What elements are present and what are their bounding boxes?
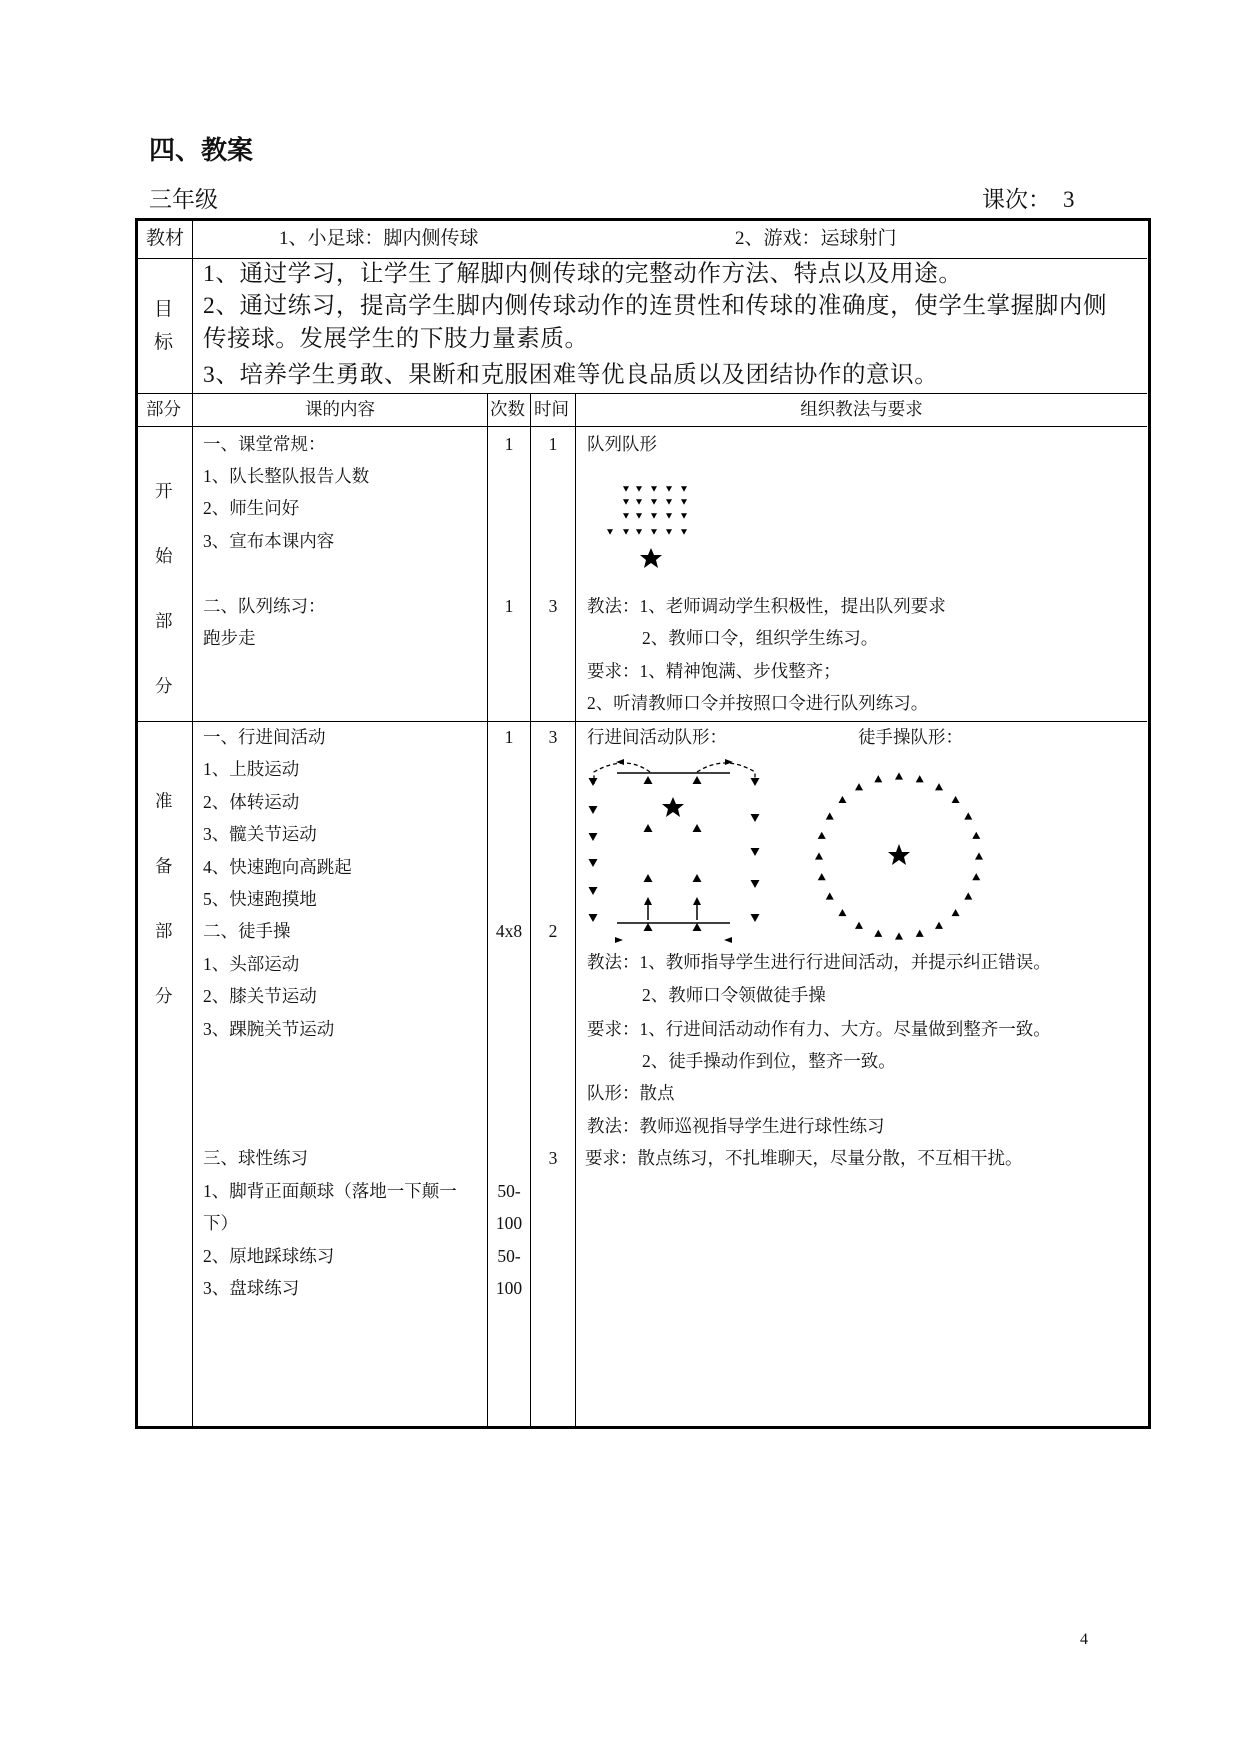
time-value: 3 [548, 596, 558, 616]
time-value: 2 [548, 921, 558, 941]
student-down-triangle-icon [751, 778, 760, 786]
method-note: 队形：散点 [587, 1083, 675, 1103]
content-line: 跑步走 [203, 628, 256, 648]
method-note: 要求：1、行进间活动动作有力、大方。尽量做到整齐一致。 [587, 1019, 1051, 1039]
student-down-triangle-icon [651, 513, 657, 518]
content-line: 二、队列练习： [203, 596, 326, 616]
goal-line: 1、通过学习，让学生了解脚内侧传球的完整动作方法、特点以及用途。 [203, 261, 963, 287]
row-divider [137, 393, 1147, 394]
formation-title: 行进间活动队形： [587, 727, 727, 747]
student-triangle-icon [818, 873, 826, 880]
student-triangle-icon [964, 892, 972, 899]
student-down-triangle-icon [623, 529, 629, 534]
goal-line: 传接球。发展学生的下肢力量素质。 [203, 326, 589, 352]
queue-formation-diagram [600, 478, 700, 573]
content-line: 2、原地踩球练习 [203, 1246, 335, 1266]
goal-line: 3、培养学生勇敢、果断和克服困难等优良品质以及团结协作的意识。 [203, 362, 939, 388]
student-triangle-icon [838, 796, 846, 803]
student-down-triangle-icon [636, 486, 642, 491]
col-divider [530, 393, 531, 1426]
count-value: 1 [504, 434, 514, 454]
student-down-triangle-icon [751, 914, 760, 922]
student-triangle-icon [818, 832, 826, 839]
student-down-triangle-icon [751, 880, 760, 888]
student-triangle-icon [855, 783, 863, 790]
student-down-triangle-icon [636, 513, 642, 518]
student-down-triangle-icon [623, 486, 629, 491]
student-down-triangle-icon [607, 529, 613, 534]
student-triangle-icon [855, 922, 863, 929]
calisthenics-formation-diagram [800, 760, 1000, 960]
method-note: 教法：教师巡视指导学生进行球性练习 [587, 1116, 885, 1136]
time-value: 1 [548, 434, 558, 454]
content-line: 1、脚背正面颠球（落地一下颠一 [203, 1181, 457, 1201]
count-value: 100 [495, 1213, 523, 1233]
textbook-label: 教材 [146, 228, 185, 249]
part-label: 分 [155, 986, 173, 1006]
student-triangle-icon [952, 909, 960, 916]
student-down-triangle-icon [623, 513, 629, 518]
student-down-triangle-icon [666, 499, 672, 504]
content-line: 三、球性练习 [203, 1148, 308, 1168]
part-label: 备 [155, 856, 173, 876]
student-down-triangle-icon [651, 529, 657, 534]
teacher-star-icon [662, 797, 684, 817]
student-triangle-icon [693, 824, 702, 832]
method-note: 教法：1、老师调动学生积极性，提出队列要求 [587, 596, 946, 616]
student-down-triangle-icon [651, 499, 657, 504]
student-down-triangle-icon [681, 513, 687, 518]
part-label: 分 [155, 676, 173, 696]
count-value: 1 [504, 596, 514, 616]
student-down-triangle-icon [589, 859, 598, 867]
header-part: 部分 [146, 399, 181, 419]
header-count: 次数 [490, 399, 525, 419]
header-content: 课的内容 [305, 399, 375, 419]
lesson-label: 课次： [982, 187, 1051, 212]
student-triangle-icon [838, 909, 846, 916]
student-triangle-icon [975, 852, 983, 859]
student-down-triangle-icon [751, 814, 760, 822]
count-value: 4x8 [495, 921, 523, 941]
count-value: 50- [497, 1181, 521, 1201]
student-down-triangle-icon [681, 529, 687, 534]
col-divider [487, 393, 488, 1426]
student-down-triangle-icon [666, 513, 672, 518]
content-line: 一、课堂常规： [203, 434, 326, 454]
student-down-triangle-icon [751, 848, 760, 856]
student-down-triangle-icon [589, 833, 598, 841]
student-triangle-icon [826, 812, 834, 819]
student-triangle-icon [916, 775, 924, 782]
student-down-triangle-icon [589, 778, 598, 786]
textbook-item-1: 1、小足球：脚内侧传球 [279, 228, 479, 249]
student-triangle-icon [644, 874, 653, 882]
method-note: 要求：1、精神饱满、步伐整齐； [587, 661, 841, 681]
student-triangle-icon [916, 930, 924, 937]
content-line: 1、头部运动 [203, 954, 300, 974]
student-down-triangle-icon [681, 486, 687, 491]
section-title: 四、教案 [149, 136, 254, 165]
formation-title: 队列队形 [587, 434, 657, 454]
student-triangle-icon [972, 832, 980, 839]
marching-formation-diagram [580, 750, 770, 950]
student-triangle-icon [935, 783, 943, 790]
content-line: 1、队长整队报告人数 [203, 466, 370, 486]
student-triangle-icon [644, 776, 653, 784]
content-line: 3、髋关节运动 [203, 824, 317, 844]
header-method: 组织教法与要求 [800, 399, 923, 419]
content-line: 一、行进间活动 [203, 727, 326, 747]
student-triangle-icon [964, 812, 972, 819]
row-divider [137, 426, 1147, 427]
student-down-triangle-icon [636, 499, 642, 504]
student-triangle-icon [935, 922, 943, 929]
content-line: 下） [203, 1213, 238, 1233]
grade-label: 三年级 [149, 187, 218, 212]
time-value: 3 [548, 1148, 558, 1168]
student-down-triangle-icon [681, 499, 687, 504]
student-triangle-icon [644, 824, 653, 832]
method-note: 2、教师口令领做徒手操 [642, 985, 826, 1005]
method-note: 要求：散点练习，不扎堆聊天，尽量分散，不互相干扰。 [585, 1148, 1023, 1168]
part-label: 开 [155, 481, 173, 501]
content-line: 2、师生问好 [203, 498, 300, 518]
time-value: 3 [548, 727, 558, 747]
page-number: 4 [1080, 1631, 1088, 1648]
goals-label: 标 [154, 332, 174, 353]
count-value: 100 [495, 1278, 523, 1298]
student-triangle-icon [693, 923, 702, 931]
student-triangle-icon [952, 796, 960, 803]
student-down-triangle-icon [589, 887, 598, 895]
student-triangle-icon [972, 873, 980, 880]
content-line: 1、上肢运动 [203, 759, 300, 779]
method-note: 2、教师口令，组织学生练习。 [642, 628, 879, 648]
content-line: 5、快速跑摸地 [203, 889, 317, 909]
student-triangle-icon [895, 932, 903, 939]
method-note: 教法：1、教师指导学生进行行进间活动，并提示纠正错误。 [587, 952, 1051, 972]
method-note: 2、徒手操动作到位，整齐一致。 [642, 1051, 896, 1071]
content-line: 2、体转运动 [203, 792, 300, 812]
part-label: 部 [155, 611, 173, 631]
student-down-triangle-icon [636, 529, 642, 534]
teacher-star-icon [640, 548, 662, 568]
lesson-number: 3 [1063, 187, 1075, 212]
student-triangle-icon [895, 772, 903, 779]
student-down-triangle-icon [589, 806, 598, 814]
student-triangle-icon [874, 775, 882, 782]
row-divider [137, 258, 1147, 259]
header-time: 时间 [534, 399, 569, 419]
student-triangle-icon [693, 874, 702, 882]
content-line: 3、盘球练习 [203, 1278, 300, 1298]
student-down-triangle-icon [623, 499, 629, 504]
row-divider [137, 721, 1147, 722]
student-down-triangle-icon [589, 914, 598, 922]
student-triangle-icon [826, 892, 834, 899]
textbook-item-2: 2、游戏：运球射门 [735, 228, 897, 249]
student-triangle-icon [874, 930, 882, 937]
student-down-triangle-icon [666, 486, 672, 491]
student-down-triangle-icon [666, 529, 672, 534]
student-triangle-icon [815, 852, 823, 859]
part-label: 始 [155, 546, 173, 566]
student-triangle-icon [693, 776, 702, 784]
content-line: 4、快速跑向高跳起 [203, 857, 352, 877]
content-line: 3、宣布本课内容 [203, 531, 335, 551]
col-divider [575, 393, 576, 1426]
content-line: 2、膝关节运动 [203, 986, 317, 1006]
part-label: 部 [155, 921, 173, 941]
student-triangle-icon [644, 923, 653, 931]
teacher-star-icon [888, 844, 910, 865]
content-line: 3、踝腕关节运动 [203, 1019, 335, 1039]
formation-title: 徒手操队形： [858, 727, 963, 747]
method-note: 2、听清教师口令并按照口令进行队列练习。 [587, 693, 929, 713]
goal-line: 2、通过练习，提高学生脚内侧传球动作的连贯性和传球的准确度，使学生掌握脚内侧 [203, 293, 1108, 319]
part-label: 准 [155, 791, 173, 811]
count-value: 1 [504, 727, 514, 747]
goals-label: 目 [154, 299, 174, 320]
content-line: 二、徒手操 [203, 921, 291, 941]
student-down-triangle-icon [651, 486, 657, 491]
count-value: 50- [497, 1246, 521, 1266]
